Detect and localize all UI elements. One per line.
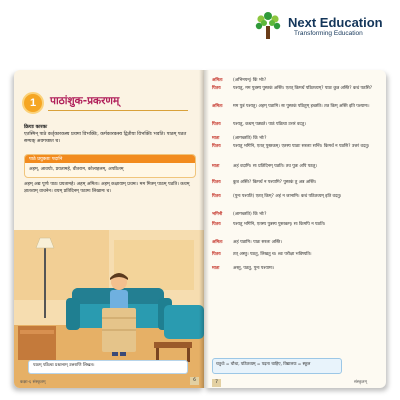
intro-label: क्रियाः कारकः	[24, 125, 48, 130]
dialogue-text: (अभिनयन्) किं भोः?	[233, 78, 267, 83]
intro-text: एतस्मिन् पाठे कर्तृकारकस्य प्रथमा विभक्तिः, कर्मकारकस्य द्वितीया विभक्तिः भवति। पाठम् पठत सम्यक् अवगच्छत च।	[24, 132, 187, 144]
dialogue-speaker: अमितः	[212, 240, 223, 245]
dialogue-speaker: पितरः	[212, 222, 221, 227]
dialogue-text: (आगच्छति) किं भोः?	[233, 136, 267, 141]
right-page-number: 7	[212, 379, 221, 387]
chapter-title: पाठांशुक-प्रकरणम्	[50, 95, 120, 107]
vocab-words: अहम्, आवयोः, प्रयतामहे, वीतराम, कोलाहलम्, अपठितम्	[29, 167, 124, 172]
dialogue-speaker: माता	[212, 266, 220, 271]
tree-logo-icon	[254, 10, 282, 40]
dialogue-speaker: माता	[212, 136, 220, 141]
dialogue-text: अहं पठामि। पाठः सरलः अस्ति।	[233, 240, 282, 245]
dialogue-text: (आगच्छति) किं भोः?	[233, 212, 267, 217]
dialogue-speaker: भगिनी	[212, 212, 223, 217]
chapter-badge-icon	[22, 92, 44, 114]
dialogue-text: कुत्र अस्ति? किमर्थं न पश्यामि? पुस्तकं तु अत्र अस्ति।	[233, 180, 317, 185]
dialogue-text: पश्यतु, मम पुत्रस्य पुस्तकं अस्ति। एतत् किमर्थं पठितव्यम्? पाठः कुत्र अस्ति? कथं पठसि?	[233, 86, 373, 91]
chapter-number: 1	[29, 97, 37, 109]
brand-name: Next Education	[288, 15, 383, 30]
dialogue-speaker: पितरः	[212, 86, 221, 91]
notes-box: पाठम् पठित्वा प्रश्नानाम् उत्तराणि लिखत।	[28, 360, 188, 374]
dialogue-speaker: अमितः	[212, 78, 223, 83]
dialogue-text: अहं वदामि। सः प्रतिदिनम् पठति। तव पुत्रः अपि पठतु।	[233, 164, 318, 169]
brand-logo	[254, 10, 386, 42]
left-footer: कक्षा-६ संस्कृतम्	[20, 380, 46, 385]
dialogue-text: तत् अस्तु। पठतु, लिखतु च। श्वः परीक्षा भविष्यति।	[233, 252, 312, 257]
dialogue-text: अस्तु, पठतु, पुनः पश्यामः।	[233, 266, 275, 271]
right-page	[204, 70, 386, 388]
dialogue-speaker: पितरः	[212, 122, 221, 127]
dialogue-text: पश्यतु भगिनि, एतत् पुस्तकम्। एतस्य पाठाः सरलाः सन्ति। किमर्थं न पठसि? उत्तरं वदतु।	[233, 144, 370, 149]
title-underline	[48, 110, 188, 111]
dialogue-speaker: माता	[212, 164, 220, 169]
dialogue-text: पश्यतु भगिनि, एतस्य पुत्रस्य पुस्तकम्। सः किमपि न पठति।	[233, 222, 326, 227]
dialogue-speaker: पितरः	[212, 194, 221, 199]
dialogue-speaker: पितरः	[212, 180, 221, 185]
word-meaning-box: चतुर्थः = चौथा, पठितव्यम् = पढ़ना चाहिए, विद्यालयः = स्कूल	[212, 358, 342, 374]
open-book	[8, 66, 392, 394]
vocab-heading: पाठे प्रयुक्ताः पदानि	[25, 155, 195, 163]
dialogue-speaker: पितरः	[212, 252, 221, 257]
right-footer: संस्कृतम्	[354, 380, 367, 385]
dialogue-text: मम पुत्रं पश्यतु। अहम् पठामि। सः पुस्तकं पठितुम् इच्छति। तत्र किम् अस्ति इति पश्यामः।	[233, 104, 370, 109]
intro-block	[24, 124, 196, 145]
left-page	[14, 70, 204, 388]
dialogue-speaker: पितरः	[212, 144, 221, 149]
dialogue-text: पश्यतु, कथम् पठ्यते। पाठं पठित्वा उत्तरं वदतु।	[233, 122, 306, 127]
vocab-box	[24, 154, 196, 178]
dialogue-text: (पुनः पश्यति) एतत् किम्? अहं न जानामि। कथं पठितव्यम् इति वदतु।	[233, 194, 342, 199]
chapter-body-text: अहम् अद्य पूर्णः पाठः प्रयतामहे। अहम् अमितः। अहम् कक्षायाम् प्रथमः। मम मित्रम् पाठम् पठति। कथम् ज्ञातव्यम् वाचनेन। वयम् प्रतिदिनम् पठामः लिखामः च।	[24, 182, 190, 194]
dialogue-speaker: अमितः	[212, 104, 223, 109]
left-page-number: 6	[190, 377, 199, 385]
brand-tagline: Transforming Education	[294, 30, 363, 37]
book-spine	[199, 70, 209, 388]
